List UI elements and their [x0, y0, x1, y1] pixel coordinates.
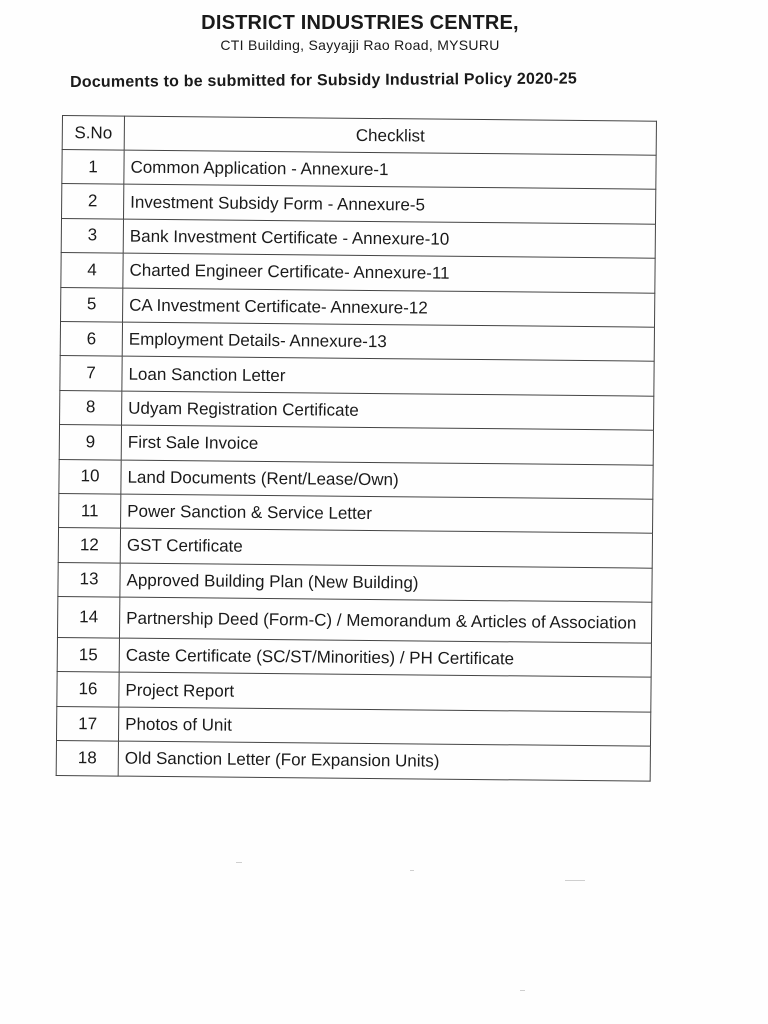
row-sno: 14	[57, 597, 119, 639]
row-sno: 11	[59, 493, 121, 528]
row-sno: 9	[59, 425, 121, 460]
row-item: Photos of Unit	[118, 707, 650, 746]
row-sno: 12	[58, 528, 120, 563]
table-row	[61, 218, 655, 258]
table-row	[57, 672, 651, 712]
table-row	[56, 706, 650, 746]
row-sno: 6	[60, 321, 122, 356]
row-sno: 18	[56, 741, 118, 776]
office-address: CTI Building, Sayyajji Rao Road, MYSURU	[220, 37, 500, 53]
row-item: First Sale Invoice	[121, 425, 653, 464]
scan-smudge	[236, 862, 242, 863]
row-sno: 16	[57, 672, 119, 707]
row-sno: 3	[61, 218, 123, 253]
row-sno: 4	[61, 253, 123, 288]
row-item: Partnership Deed (Form-C) / Memorandum & Articles of Association	[119, 597, 651, 643]
table-row	[59, 493, 653, 533]
scan-smudge	[520, 990, 525, 991]
row-sno: 13	[58, 562, 120, 597]
row-sno: 8	[60, 390, 122, 425]
column-header-sno: S.No	[62, 116, 124, 151]
table-row	[58, 562, 652, 602]
document-heading: Documents to be submitted for Subsidy Industrial Policy 2020-25	[70, 70, 578, 91]
table-row	[62, 184, 656, 224]
row-item: CA Investment Certificate- Annexure-12	[123, 288, 655, 327]
row-item: Power Sanction & Service Letter	[121, 494, 653, 533]
row-sno: 17	[56, 706, 118, 741]
row-sno: 15	[57, 638, 119, 673]
table-row	[61, 287, 655, 327]
scan-smudge	[565, 880, 585, 881]
office-title: DISTRICT INDUSTRIES CENTRE,	[201, 12, 519, 34]
scan-smudge	[410, 870, 414, 871]
row-item: Approved Building Plan (New Building)	[120, 563, 652, 602]
checklist-table	[56, 115, 657, 781]
table-row	[59, 459, 653, 499]
row-sno: 2	[62, 184, 124, 219]
row-sno: 5	[61, 287, 123, 322]
table-row	[61, 253, 655, 293]
row-item: Udyam Registration Certificate	[122, 391, 654, 430]
table-row	[57, 597, 651, 644]
row-item: Land Documents (Rent/Lease/Own)	[121, 460, 653, 499]
table-row	[58, 528, 652, 568]
row-item: GST Certificate	[120, 528, 652, 567]
row-sno: 10	[59, 459, 121, 494]
table-row	[60, 390, 654, 430]
table-row	[56, 741, 650, 781]
row-item: Caste Certificate (SC/ST/Minorities) / PH Certificate	[119, 638, 651, 677]
table-header-row	[62, 116, 656, 156]
table-row	[62, 150, 656, 190]
row-item: Loan Sanction Letter	[122, 356, 654, 395]
row-item: Project Report	[119, 673, 651, 712]
row-item: Investment Subsidy Form - Annexure-5	[124, 184, 656, 223]
row-sno: 1	[62, 150, 124, 185]
table-row	[57, 638, 651, 678]
row-item: Employment Details- Annexure-13	[122, 322, 654, 361]
row-item: Common Application - Annexure-1	[124, 150, 656, 189]
row-item: Old Sanction Letter (For Expansion Units)	[118, 741, 650, 780]
row-item: Bank Investment Certificate - Annexure-10	[123, 219, 655, 258]
table-row	[60, 356, 654, 396]
row-sno: 7	[60, 356, 122, 391]
table-row	[60, 321, 654, 361]
row-item: Charted Engineer Certificate- Annexure-11	[123, 253, 655, 292]
checklist-table-wrapper	[56, 115, 656, 781]
table-row	[59, 425, 653, 465]
column-header-checklist: Checklist	[124, 116, 656, 155]
